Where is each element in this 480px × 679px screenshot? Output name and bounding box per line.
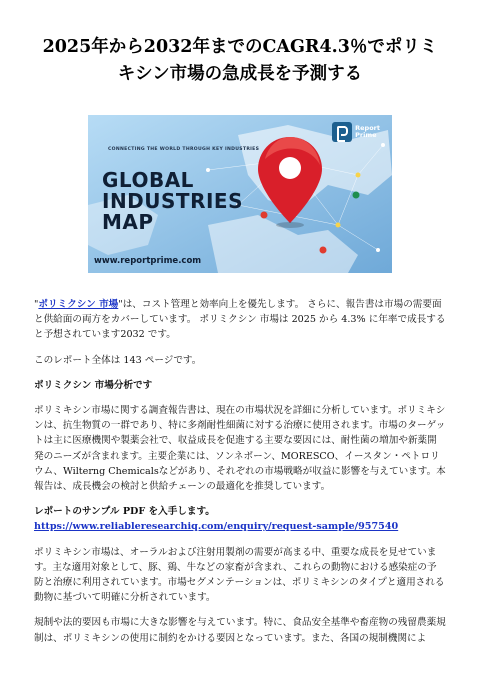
logo-line-prime: Prime <box>355 131 377 139</box>
sample-request-link[interactable]: https://www.reliableresearchiq.com/enquiry/request-sample/957540 <box>34 521 399 533</box>
analysis-paragraph: ポリミキシン市場に関する調査報告書は、現在の市場状況を詳細に分析しています。ポリミキシンは、抗生物質の一群であり、特に多剤耐性細菌に対する治療に使用されます。市場のターゲットは主に医療機関や製薬会社で、収益成長を促進する主要な要因には、耐性菌の増加や新薬開発のニーズが含まれます。主要企業には、ソンネボーン、MORESCO、イースタン・ペトロリウム、Wilterng Chemicalsなどがあり、それぞれの市場戦略が収益に影響を与えています。本報告は、成長機会の検討と供給チェーンの最適化を推奨しています。 <box>34 405 446 493</box>
pages-note: このレポート全体は 143 ページです。 <box>34 354 202 366</box>
brand-line-map: MAP <box>102 210 154 234</box>
intro-quote: " <box>34 299 39 310</box>
global-industries-map-banner <box>88 115 392 273</box>
logo-line-report: Report <box>355 123 380 132</box>
brand-line-industries: INDUSTRIES <box>102 189 243 213</box>
brand-line-global: GLOBAL <box>102 168 194 192</box>
sample-request-paragraph <box>34 504 446 534</box>
banner-website: www.reportprime.com <box>94 256 202 266</box>
banner-tagline: CONNECTING THE WORLD THROUGH KEY INDUSTRIES <box>108 147 260 152</box>
intro-text: "は、コスト管理と効率向上を優先します。 さらに、報告書は市場の需要面と供給面の両方をカバーしています。 ポリミクシン 市場は 2025 から 4.3% に年率で成長すると予想されています2032 です。 <box>34 299 446 341</box>
growth-paragraph: ポリミキシン市場は、オーラルおよび注射用製剤の需要が高まる中、重要な成長を見せています。主な適用対象として、豚、鶏、牛などの家畜が含まれ、これらの動物における感染症の予防と治療に利用されています。市場セグメンテーションは、ポリミキシンのタイプと適用される動物に基づいて明確に分析されています。 <box>34 546 445 604</box>
regulation-paragraph: 規制や法的要因も市場に大きな影響を与えています。特に、食品安全基準や畜産物の残留農薬規制は、ポリミキシンの使用に制約をかける要因となっています。また、各国の規制機関によ <box>34 617 446 644</box>
sample-label: レポートのサンプル PDF を入手します。 <box>34 506 215 518</box>
polymyxin-market-link[interactable]: ポリミクシン 市場 <box>38 299 119 310</box>
section-heading: ポリミクシン 市場分析です <box>34 379 153 391</box>
report-prime-logo-text <box>355 125 380 140</box>
report-prime-logo <box>332 122 380 142</box>
document-title: 2025年から2032年までのCAGR4.3％でポリミキシン市場の急成長を予測する <box>42 37 438 84</box>
intro-paragraph <box>34 297 446 343</box>
banner-brand-text <box>102 170 262 233</box>
report-prime-logo-icon <box>332 122 352 142</box>
article-body <box>34 297 446 646</box>
